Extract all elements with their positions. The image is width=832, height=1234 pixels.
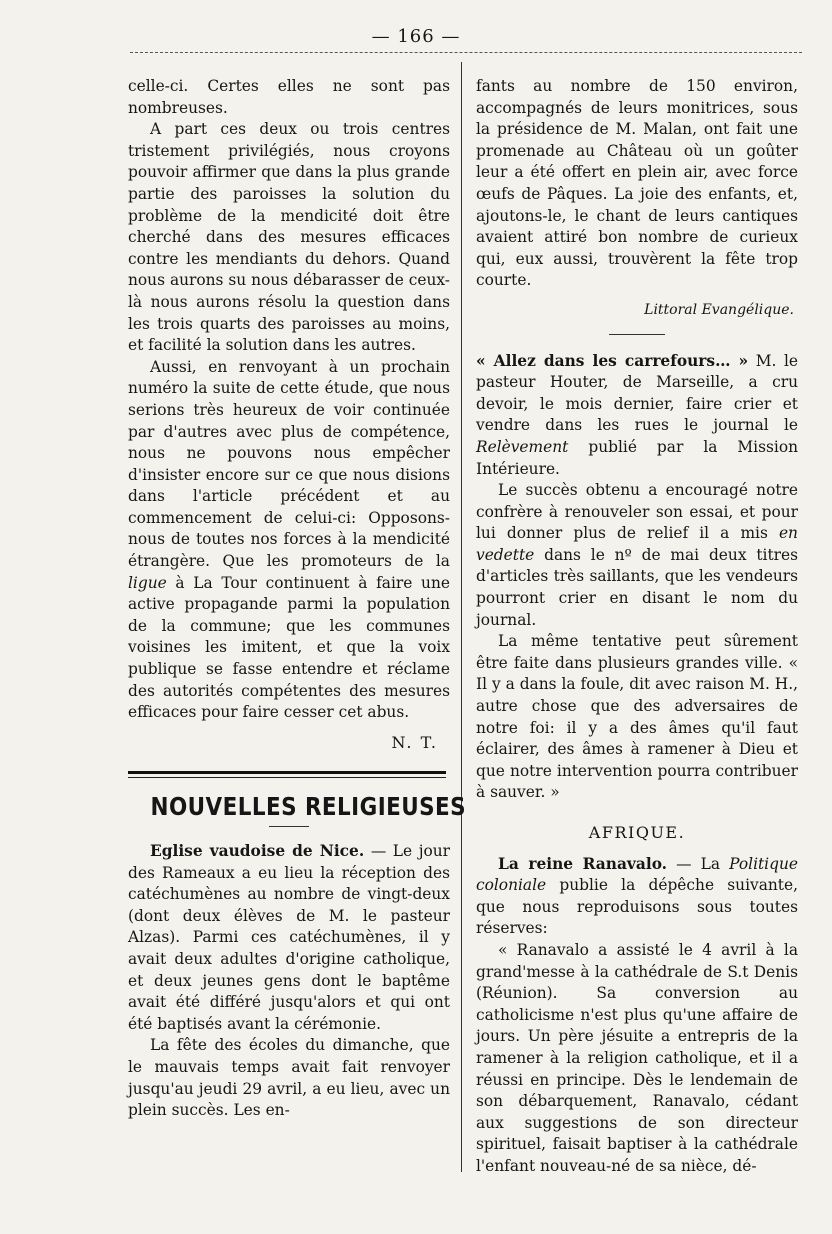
header-rule [130,52,802,53]
title-underline [269,826,309,827]
author-signature: N. T. [391,732,438,752]
source-credit: Littoral Evangélique. [644,301,794,318]
paragraph-nice: Eglise vaudoise de Nice. — Le jour des Rameaux a eu lieu la réception des catéchumènes au nombre de vingt-deux (dont deux élèves de M. le pasteur Alzas). Parmi ces catéchumènes, il y avait deux adultes d'origine catholique, et deux jeunes gens dont le baptême avait été différé jusqu'alors et qui ont été baptisés avant la cérémonie. [128,842,450,1033]
section-title: NOUVELLES RELIGIEUSES [150,792,467,822]
column-divider [461,62,462,1172]
region-heading: AFRIQUE. [588,823,686,842]
page-number: — 166 — [371,26,461,47]
carrefours-heading: « Allez dans les carrefours… » [476,351,749,370]
paragraph-reine: La reine Ranavalo. — La Politique coloniale publie la dépêche suivante, que nous reproduisons sous toutes réserves: [476,854,798,938]
nice-heading: Eglise vaudoise de Nice. [150,842,365,860]
paragraph-tentative: La même tentative peut sûrement être faite dans plusieurs grandes ville. « Il y a dans la foule, dit avec raison M. H., autre chose que des adversaires de notre foi: il y a des âmes qu'il faut éclairer, des âmes à ramener à Dieu et que notre intervention pourra contribuer à sauver. » [476,632,798,802]
article-separator [609,334,665,335]
ligue-italic: ligue [128,573,167,592]
right-column [476,76,798,1178]
section-rule-thin [128,777,446,778]
left-column [128,76,467,1122]
paragraph-succes: Le succès obtenu a encouragé notre confrère à renouveler son essai, et pour lui donner plus de relief il a mis en vedette dans le nº de mai deux titres d'articles très saillants, que les vendeurs pourront crier en disant le nom du journal. [476,481,798,629]
politique-coloniale-italic: Politique coloniale [476,854,798,895]
paragraph-intro: celle-ci. Certes elles ne sont pas nombreuses. [128,77,450,117]
reine-heading: La reine Ranavalo. [498,854,668,873]
paragraph-carrefours: « Allez dans les carrefours… » M. le pasteur Houter, de Marseille, a cru devoir, le mois dernier, faire crier et vendre dans les rues le journal le Relèvement publié par la Mission Intérieure. [476,351,798,478]
paragraph-ecoles: La fête des écoles du dimanche, que le mauvais temps avait fait renvoyer jusqu'au jeudi 29 avril, a eu lieu, avec un plein succès. Les en- [128,1036,450,1120]
section-rule [128,771,446,774]
paragraph-depeche: « Ranavalo a assisté le 4 avril à la grand'messe à la cathédrale de S.t Denis (Réunion). Sa conversion au catholicisme n'est plus qu'une affaire de jours. Un père jésuite a entrepris de la ramener à la religion catholique, et il a réussi en principe. Dès le lendemain de son débarquement, Ranavalo, cédant aux suggestions de son directeur spirituel, faisait baptiser à la cathédrale l'enfant nouveau-né de sa nièce, dé- [476,940,798,1175]
vedette-italic: en vedette [476,524,798,564]
paragraph-mendicite: A part ces deux ou trois centres tristement privilégiés, nous croyons pouvoir affirmer que dans la plus grande partie des paroisses la solution du problème de la mendicité doit être cherché dans des mesures efficaces contre les mendiants du dehors. Quand nous aurons su nous débarasser de ceux-là nous aurons résolu la question dans les trois quarts des paroisses au moins, et facilité la solution dans les autres. [128,120,450,355]
paragraph-aussi: Aussi, en renvoyant à un prochain numéro la suite de cette étude, que nous serions très heureux de voir continuée par d'autres avec plus de compétence, nous ne pouvons nous empêcher d'insister encore sur ce que nous disions dans l'article précédent et au commencement de celui-ci: Opposons-nous de toutes nos forces à la mendicité étrangère. Que les promoteurs de la ligue à La Tour continuent à faire une active propagande parmi la population de la commune; que les communes voisines les imitent, et que la voix publique se fasse entendre et réclame des autorités compétentes des mesures efficaces pour faire cesser cet abus. [128,357,450,722]
journal-title: Relèvement [476,437,569,456]
paragraph-enfants: fants au nombre de 150 environ, accompagnés de leurs monitrices, sous la présidence de M. Malan, ont fait une promenade au Château où un goûter leur a été offert en plein air, avec force œufs de Pâques. La joie des enfants, et, ajoutons-le, le chant de leurs cantiques avaient attiré bon nombre de curieux qui, eux aussi, trouvèrent la fête trop courte. [476,77,798,290]
